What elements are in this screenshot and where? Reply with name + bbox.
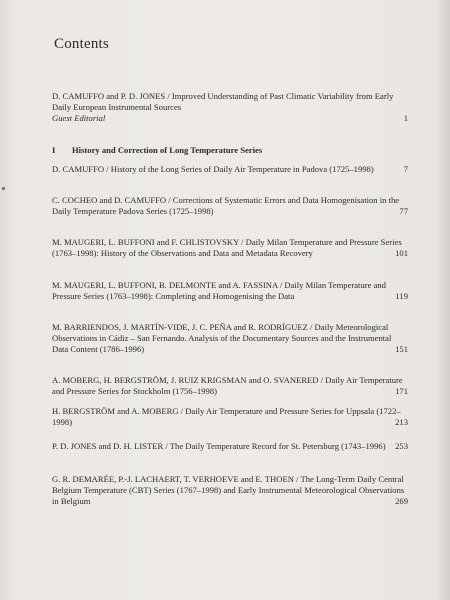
section-heading bbox=[52, 145, 408, 155]
toc-entry bbox=[52, 322, 408, 356]
toc-page-number: 213 bbox=[395, 417, 408, 428]
page-title: Contents bbox=[54, 36, 109, 52]
toc-page-number: 77 bbox=[399, 206, 408, 217]
section-number: I bbox=[52, 145, 56, 155]
toc-entry-subtitle: Guest Editorial bbox=[52, 113, 106, 124]
spine-shadow bbox=[436, 0, 450, 600]
toc-page-number: 1 bbox=[403, 113, 408, 124]
toc-entry-text: M. BARRIENDOS, J. MARTÍN-VIDE, J. C. PEÑA and R. RODRÍGUEZ / Daily Meteorological Observations in Cádiz – San Fernando. Analysis of the Documentary Sources and the Instrumental Data Content (1786–1996) bbox=[52, 322, 392, 355]
toc-page-number: 253 bbox=[395, 441, 408, 451]
toc-entry bbox=[52, 237, 408, 259]
toc-page-number: 101 bbox=[395, 248, 408, 259]
toc-entry bbox=[52, 406, 408, 428]
toc-entry-text: A. MOBERG, H. BERGSTRÖM, J. RUIZ KRIGSMAN and O. SVANERED / Daily Air Temperature and Pressure Series for Stockholm (1756–1998) bbox=[52, 375, 403, 397]
toc-entry-text: G. R. DEMARÉE, P.-J. LACHAERT, T. VERHOEVE and E. THOEN / The Long-Term Daily Central Belgium Temperature (CBT) Series (1767–1998) and Early Instrumental Meteorological Observations in Belgium bbox=[52, 474, 405, 507]
margin-mark bbox=[2, 187, 5, 190]
toc-page-number: 171 bbox=[395, 386, 408, 397]
toc-entry bbox=[52, 195, 408, 217]
toc-entry bbox=[52, 474, 408, 508]
toc-entry-text: M. MAUGERI, L. BUFFONI and F. CHLISTOVSKY / Daily Milan Temperature and Pressure Series (1763–1998): History of the Observations and Data and Metadata Recovery bbox=[52, 237, 402, 259]
toc-entry-text: C. COCHEO and D. CAMUFFO / Corrections of Systematic Errors and Data Homogenisation in the Daily Temperature Padova Series (1725–1998) bbox=[52, 195, 400, 217]
toc-entry-text: P. D. JONES and D. H. LISTER / The Daily Temperature Record for St. Petersburg (1743–1996) bbox=[52, 441, 386, 451]
toc-page-number: 151 bbox=[395, 344, 408, 355]
toc-entry bbox=[52, 164, 408, 175]
toc-entry-text: D. CAMUFFO / History of the Long Series of Daily Air Temperature in Padova (1725–1998) bbox=[52, 164, 374, 174]
toc-entry-text: M. MAUGERI, L. BUFFONI, B. DELMONTE and A. FASSINA / Daily Milan Temperature and Pressure Series (1763–1998): Completing and Homogenising the Data bbox=[52, 280, 386, 302]
toc-entry-text: D. CAMUFFO and P. D. JONES / Improved Understanding of Past Climatic Variability from Early Daily European Instrumental Sources bbox=[52, 91, 394, 113]
toc-entry-editorial bbox=[52, 91, 408, 125]
toc-entry bbox=[52, 280, 408, 302]
toc-page-number: 269 bbox=[395, 496, 408, 507]
toc-entry-text: H. BERGSTRÖM and A. MOBERG / Daily Air Temperature and Pressure Series for Uppsala (1722–1998) bbox=[52, 406, 401, 428]
toc-page-number: 119 bbox=[395, 291, 408, 302]
section-title: History and Correction of Long Temperature Series bbox=[72, 145, 263, 155]
toc-page-number: 7 bbox=[403, 164, 408, 174]
toc-entry bbox=[52, 375, 408, 397]
toc-entry bbox=[52, 441, 408, 452]
